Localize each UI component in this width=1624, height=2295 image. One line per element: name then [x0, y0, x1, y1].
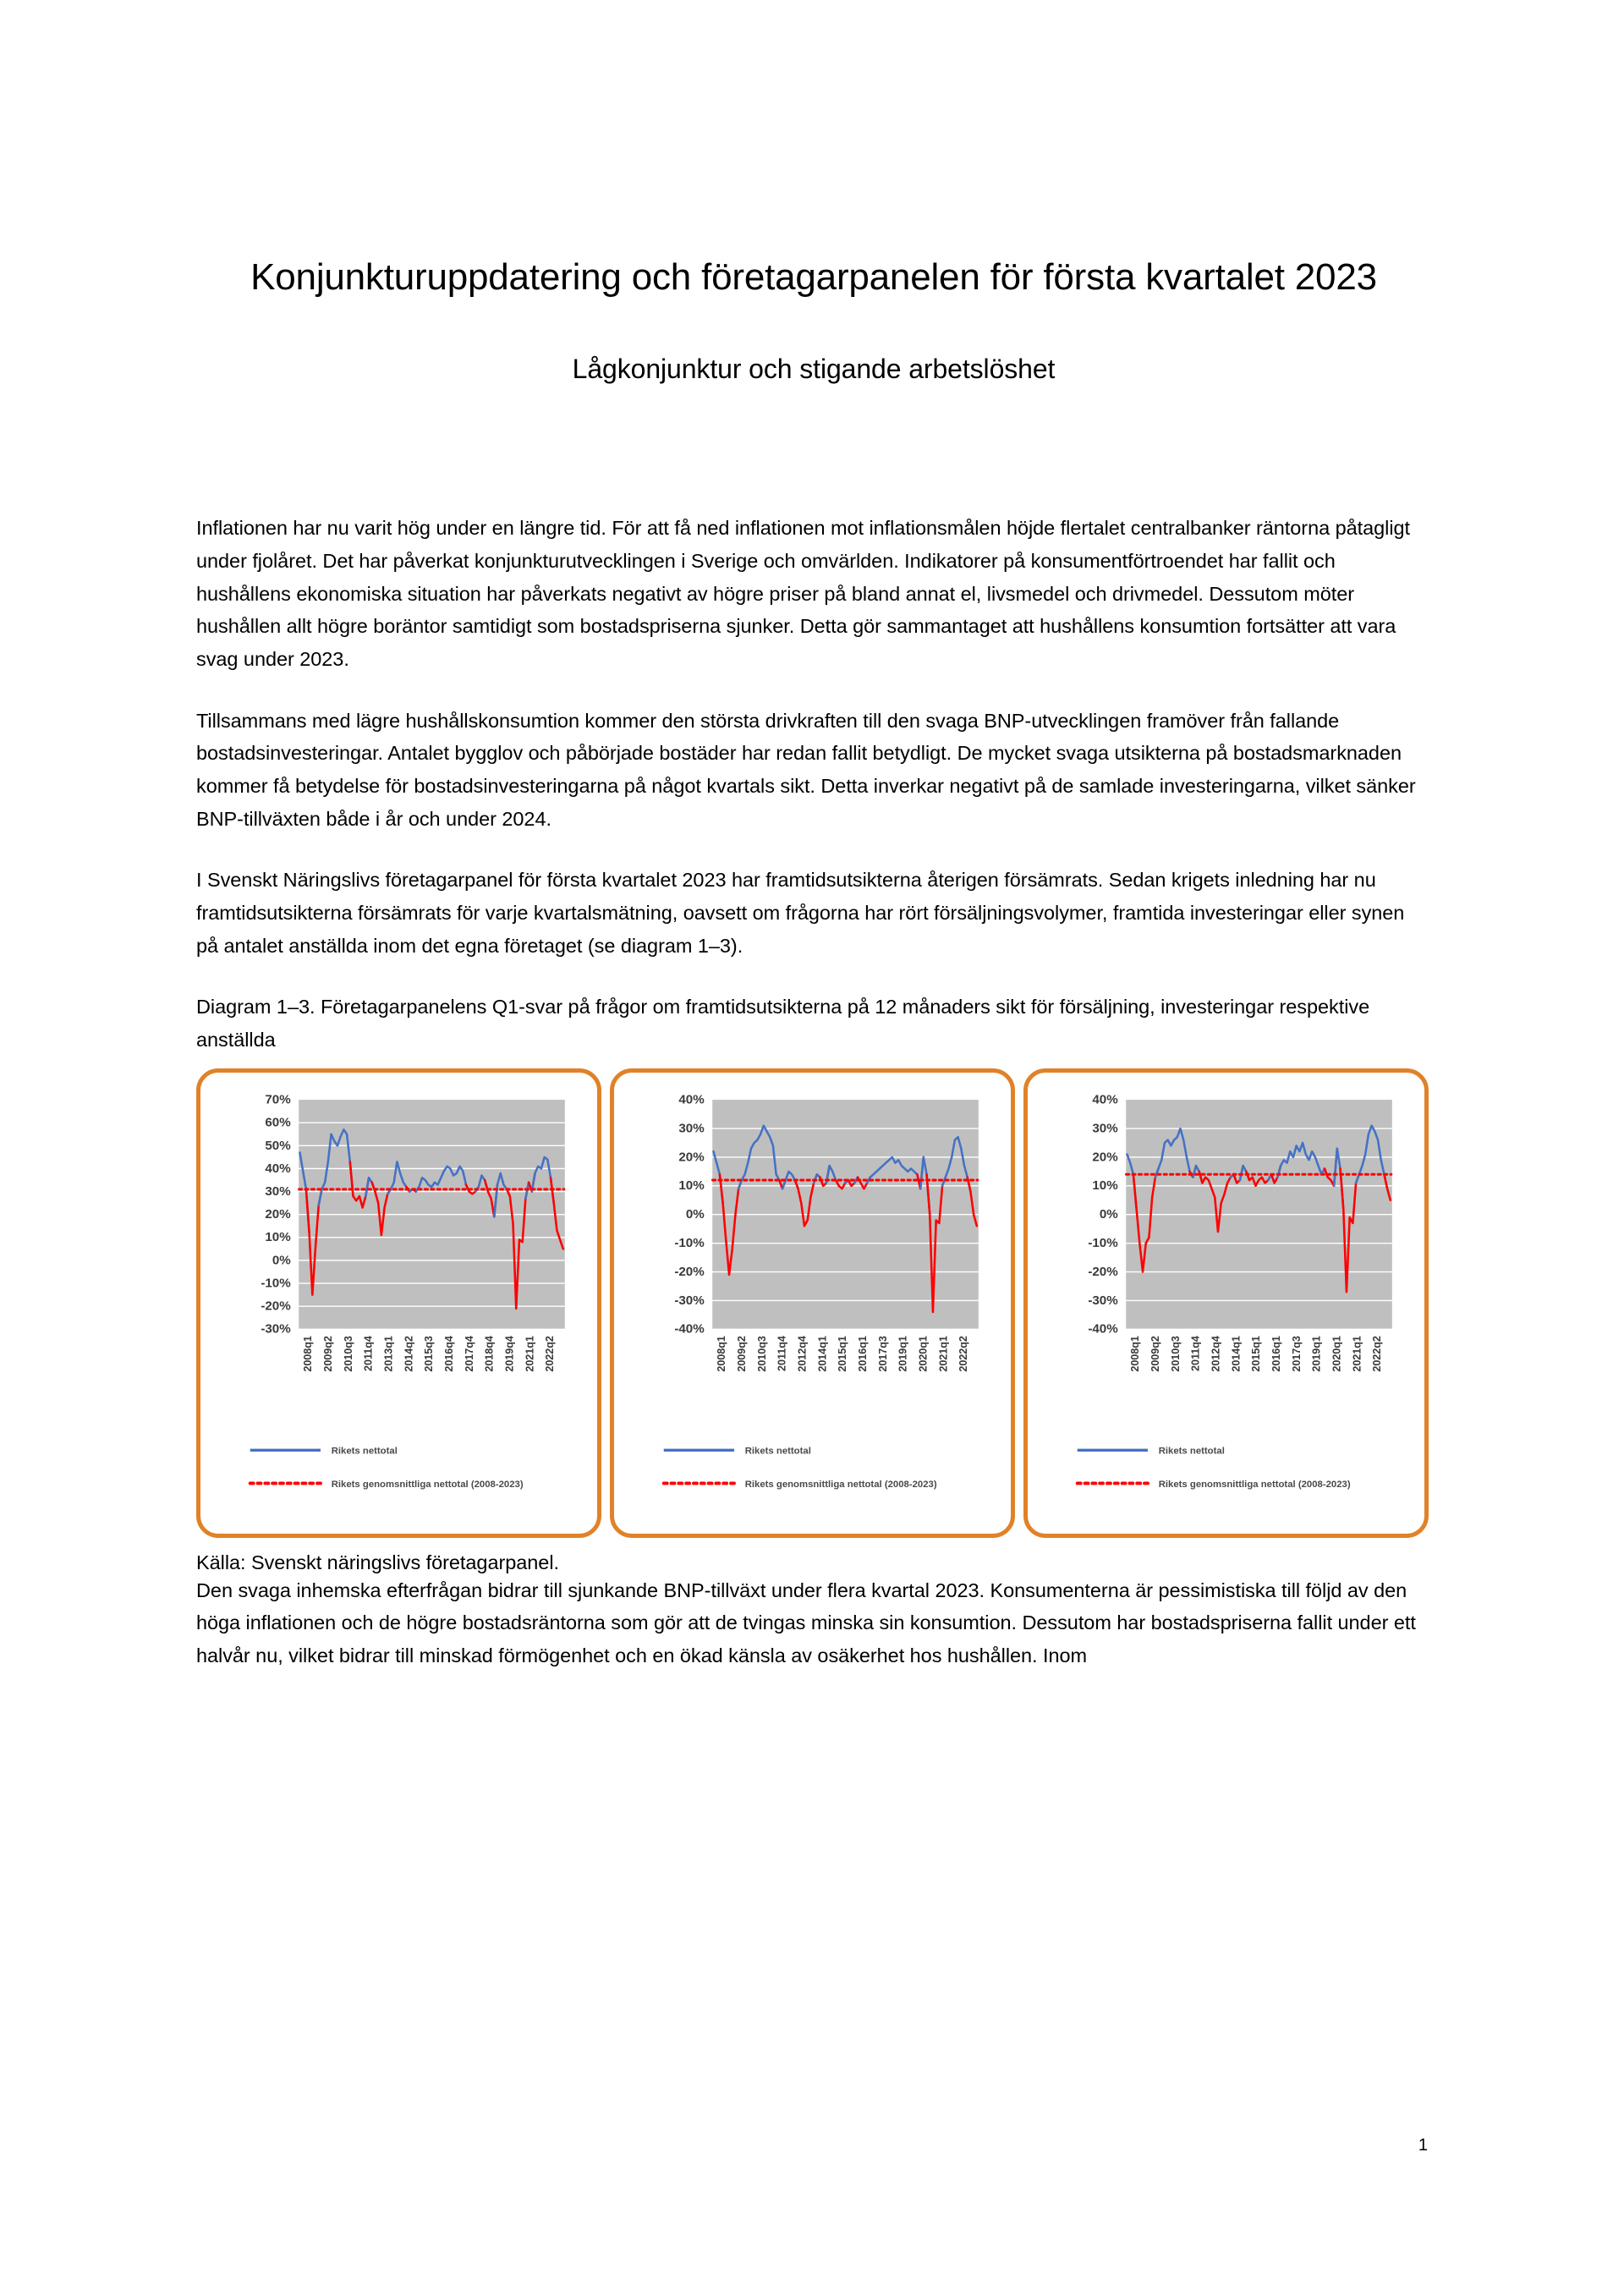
page-title: Konjunkturuppdatering och företagarpanelen för första kvartalet 2023 [250, 256, 1377, 298]
document-content [196, 0, 1431, 1700]
svg-text:Rikets nettotal: Rikets nettotal [331, 1446, 398, 1457]
chart-card-3 [1023, 1068, 1429, 1538]
chart-card-1 [196, 1068, 601, 1538]
svg-text:40%: 40% [678, 1092, 705, 1107]
svg-text:-30%: -30% [674, 1293, 705, 1308]
svg-text:-10%: -10% [1088, 1235, 1118, 1250]
svg-text:-10%: -10% [261, 1276, 291, 1291]
svg-text:0%: 0% [272, 1252, 291, 1267]
svg-text:-20%: -20% [261, 1298, 291, 1314]
svg-text:20%: 20% [265, 1206, 291, 1222]
svg-text:2011q4: 2011q4 [776, 1335, 788, 1371]
svg-text:2019q1: 2019q1 [1310, 1335, 1323, 1372]
svg-text:2017q4: 2017q4 [463, 1335, 475, 1372]
svg-text:-10%: -10% [674, 1235, 705, 1250]
svg-text:2008q1: 2008q1 [302, 1335, 315, 1372]
svg-text:Rikets nettotal: Rikets nettotal [1158, 1446, 1225, 1457]
svg-text:10%: 10% [678, 1178, 705, 1193]
paragraph-1: Inflationen har nu varit hög under en längre tid. För att få ned inflationen mot inflationsmålen höjde flertalet centralbanker räntorna påtagligt under fjolåret. Det har påverkat konjunkturutvecklingen i Sverige och omvärlden. Indikatorer på konsumentförtroendet har fallit och hushållens ekonomiska situation har påverkats negativt av högre priser på bland annat el, livsmedel och drivmedel. Dessutom möter hushållen allt högre boräntor samtidigt som bostadspriserna sjunker. Detta gör sammantaget att hushållens konsumtion fortsätter att vara svag under 2023. [196, 517, 1410, 670]
svg-text:70%: 70% [265, 1092, 291, 1107]
svg-text:2010q3: 2010q3 [342, 1335, 354, 1372]
svg-text:2009q2: 2009q2 [735, 1335, 748, 1372]
svg-text:2010q3: 2010q3 [1169, 1335, 1182, 1372]
svg-text:-20%: -20% [674, 1264, 705, 1279]
svg-text:2008q1: 2008q1 [716, 1335, 728, 1372]
svg-text:0%: 0% [685, 1206, 705, 1222]
svg-text:2014q1: 2014q1 [816, 1335, 829, 1372]
svg-text:-40%: -40% [1088, 1321, 1118, 1337]
svg-text:2018q4: 2018q4 [483, 1335, 496, 1372]
svg-text:2011q4: 2011q4 [362, 1335, 375, 1371]
svg-text:30%: 30% [1092, 1120, 1118, 1135]
svg-text:2009q2: 2009q2 [321, 1335, 334, 1372]
svg-text:-20%: -20% [1088, 1264, 1118, 1279]
svg-text:60%: 60% [265, 1115, 291, 1130]
svg-text:-30%: -30% [1088, 1293, 1118, 1308]
chart-card-2 [610, 1068, 1015, 1538]
paragraph-2: Tillsammans med lägre hushållskonsumtion kommer den största drivkraften till den svaga BNP-utvecklingen framöver från fallande bostadsinvesteringar. Antalet bygglov och påbörjade bostäder har redan fallit betydligt. De mycket svaga utsikterna på bostadsmarknaden kommer få betydelse för bostadsinvesteringarna på något kvartals sikt. Detta inverkar negativt på de samlade investeringarna, vilket sänker BNP-tillväxten både i år och under 2024. [196, 709, 1416, 830]
paragraph-3: I Svenskt Näringslivs företagarpanel för första kvartalet 2023 har framtidsutsikterna återigen försämrats. Sedan krigets inledning har nu framtidsutsikterna försämrats för varje kvartalsmätning, oavsett om frågorna har rört försäljningsvolymer, framtida investeringar eller synen på antalet anställda inom det egna företaget (se diagram 1–3). [196, 869, 1405, 957]
svg-text:2012q4: 2012q4 [796, 1335, 809, 1372]
svg-text:20%: 20% [1092, 1149, 1118, 1164]
svg-text:2010q3: 2010q3 [755, 1335, 768, 1372]
svg-text:2015q3: 2015q3 [423, 1335, 436, 1372]
svg-text:20%: 20% [678, 1149, 705, 1164]
svg-text:40%: 40% [1092, 1092, 1118, 1107]
svg-text:2020q1: 2020q1 [917, 1335, 930, 1372]
svg-text:2022q2: 2022q2 [544, 1335, 557, 1372]
svg-text:Rikets genomsnittliga nettotal: Rikets genomsnittliga nettotal (2008-2023) [744, 1479, 937, 1490]
svg-text:Rikets genomsnittliga nettotal: Rikets genomsnittliga nettotal (2008-2023) [331, 1479, 524, 1490]
svg-text:2015q1: 2015q1 [837, 1335, 849, 1372]
svg-text:2013q1: 2013q1 [382, 1335, 395, 1372]
chart-1 [200, 1073, 597, 1534]
svg-text:2014q1: 2014q1 [1230, 1335, 1243, 1372]
page-subtitle: Lågkonjunktur och stigande arbetslöshet [572, 354, 1056, 385]
svg-text:50%: 50% [265, 1138, 291, 1153]
svg-text:2021q1: 2021q1 [937, 1335, 950, 1372]
figure-caption: Diagram 1–3. Företagarpanelens Q1-svar på frågor om framtidsutsikterna på 12 månaders sikt för försäljning, investeringar respektive anställda [196, 996, 1370, 1051]
page-number: 1 [1418, 2136, 1428, 2155]
chart-3 [1028, 1073, 1424, 1534]
svg-text:0%: 0% [1099, 1206, 1118, 1222]
svg-text:2015q1: 2015q1 [1250, 1335, 1263, 1372]
svg-text:2011q4: 2011q4 [1189, 1335, 1202, 1371]
svg-text:40%: 40% [265, 1161, 291, 1176]
svg-text:-40%: -40% [674, 1321, 705, 1337]
svg-text:30%: 30% [678, 1120, 705, 1135]
chart-2 [614, 1073, 1011, 1534]
svg-text:2019q4: 2019q4 [503, 1335, 516, 1372]
svg-text:2008q1: 2008q1 [1129, 1335, 1142, 1372]
svg-text:10%: 10% [1092, 1178, 1118, 1193]
svg-text:Rikets nettotal: Rikets nettotal [744, 1446, 811, 1457]
source-attribution: Källa: Svenskt näringslivs företagarpanel. [196, 1551, 559, 1573]
svg-text:2017q3: 2017q3 [876, 1335, 889, 1372]
svg-text:2020q1: 2020q1 [1330, 1335, 1343, 1372]
svg-text:2016q1: 2016q1 [1270, 1335, 1282, 1372]
chart-1-svg [200, 1073, 597, 1534]
svg-text:Rikets genomsnittliga nettotal: Rikets genomsnittliga nettotal (2008-2023) [1158, 1479, 1351, 1490]
paragraph-closing: Den svaga inhemska efterfrågan bidrar till sjunkande BNP-tillväxt under flera kvartal 2023. Konsumenterna är pessimistiska till följd av den höga inflationen och de högre bostadsräntorna som gör att de tvingas minska sin konsumtion. Dessutom har bostadspriserna fallit under ett halvår nu, vilket bidrar till minskad förmögenhet och en ökad känsla av osäkerhet hos hushållen. Inom [196, 1578, 1416, 1666]
svg-text:10%: 10% [265, 1229, 291, 1244]
diagram-row [196, 1068, 1431, 1538]
chart-2-svg [614, 1073, 1011, 1534]
svg-text:2016q1: 2016q1 [856, 1335, 869, 1372]
svg-text:2021q1: 2021q1 [524, 1335, 536, 1372]
body-text-block [196, 512, 1431, 962]
svg-text:30%: 30% [265, 1183, 291, 1199]
svg-text:2021q1: 2021q1 [1351, 1335, 1363, 1372]
chart-3-svg [1028, 1073, 1424, 1534]
svg-text:2016q4: 2016q4 [442, 1335, 455, 1372]
svg-text:2019q1: 2019q1 [897, 1335, 909, 1372]
svg-text:2009q2: 2009q2 [1149, 1335, 1161, 1372]
svg-text:2012q4: 2012q4 [1210, 1335, 1222, 1372]
svg-text:2022q2: 2022q2 [1371, 1335, 1384, 1372]
svg-text:2017q3: 2017q3 [1290, 1335, 1303, 1372]
svg-text:-30%: -30% [261, 1321, 291, 1337]
svg-text:2022q2: 2022q2 [957, 1335, 970, 1372]
svg-text:2014q2: 2014q2 [403, 1335, 415, 1372]
